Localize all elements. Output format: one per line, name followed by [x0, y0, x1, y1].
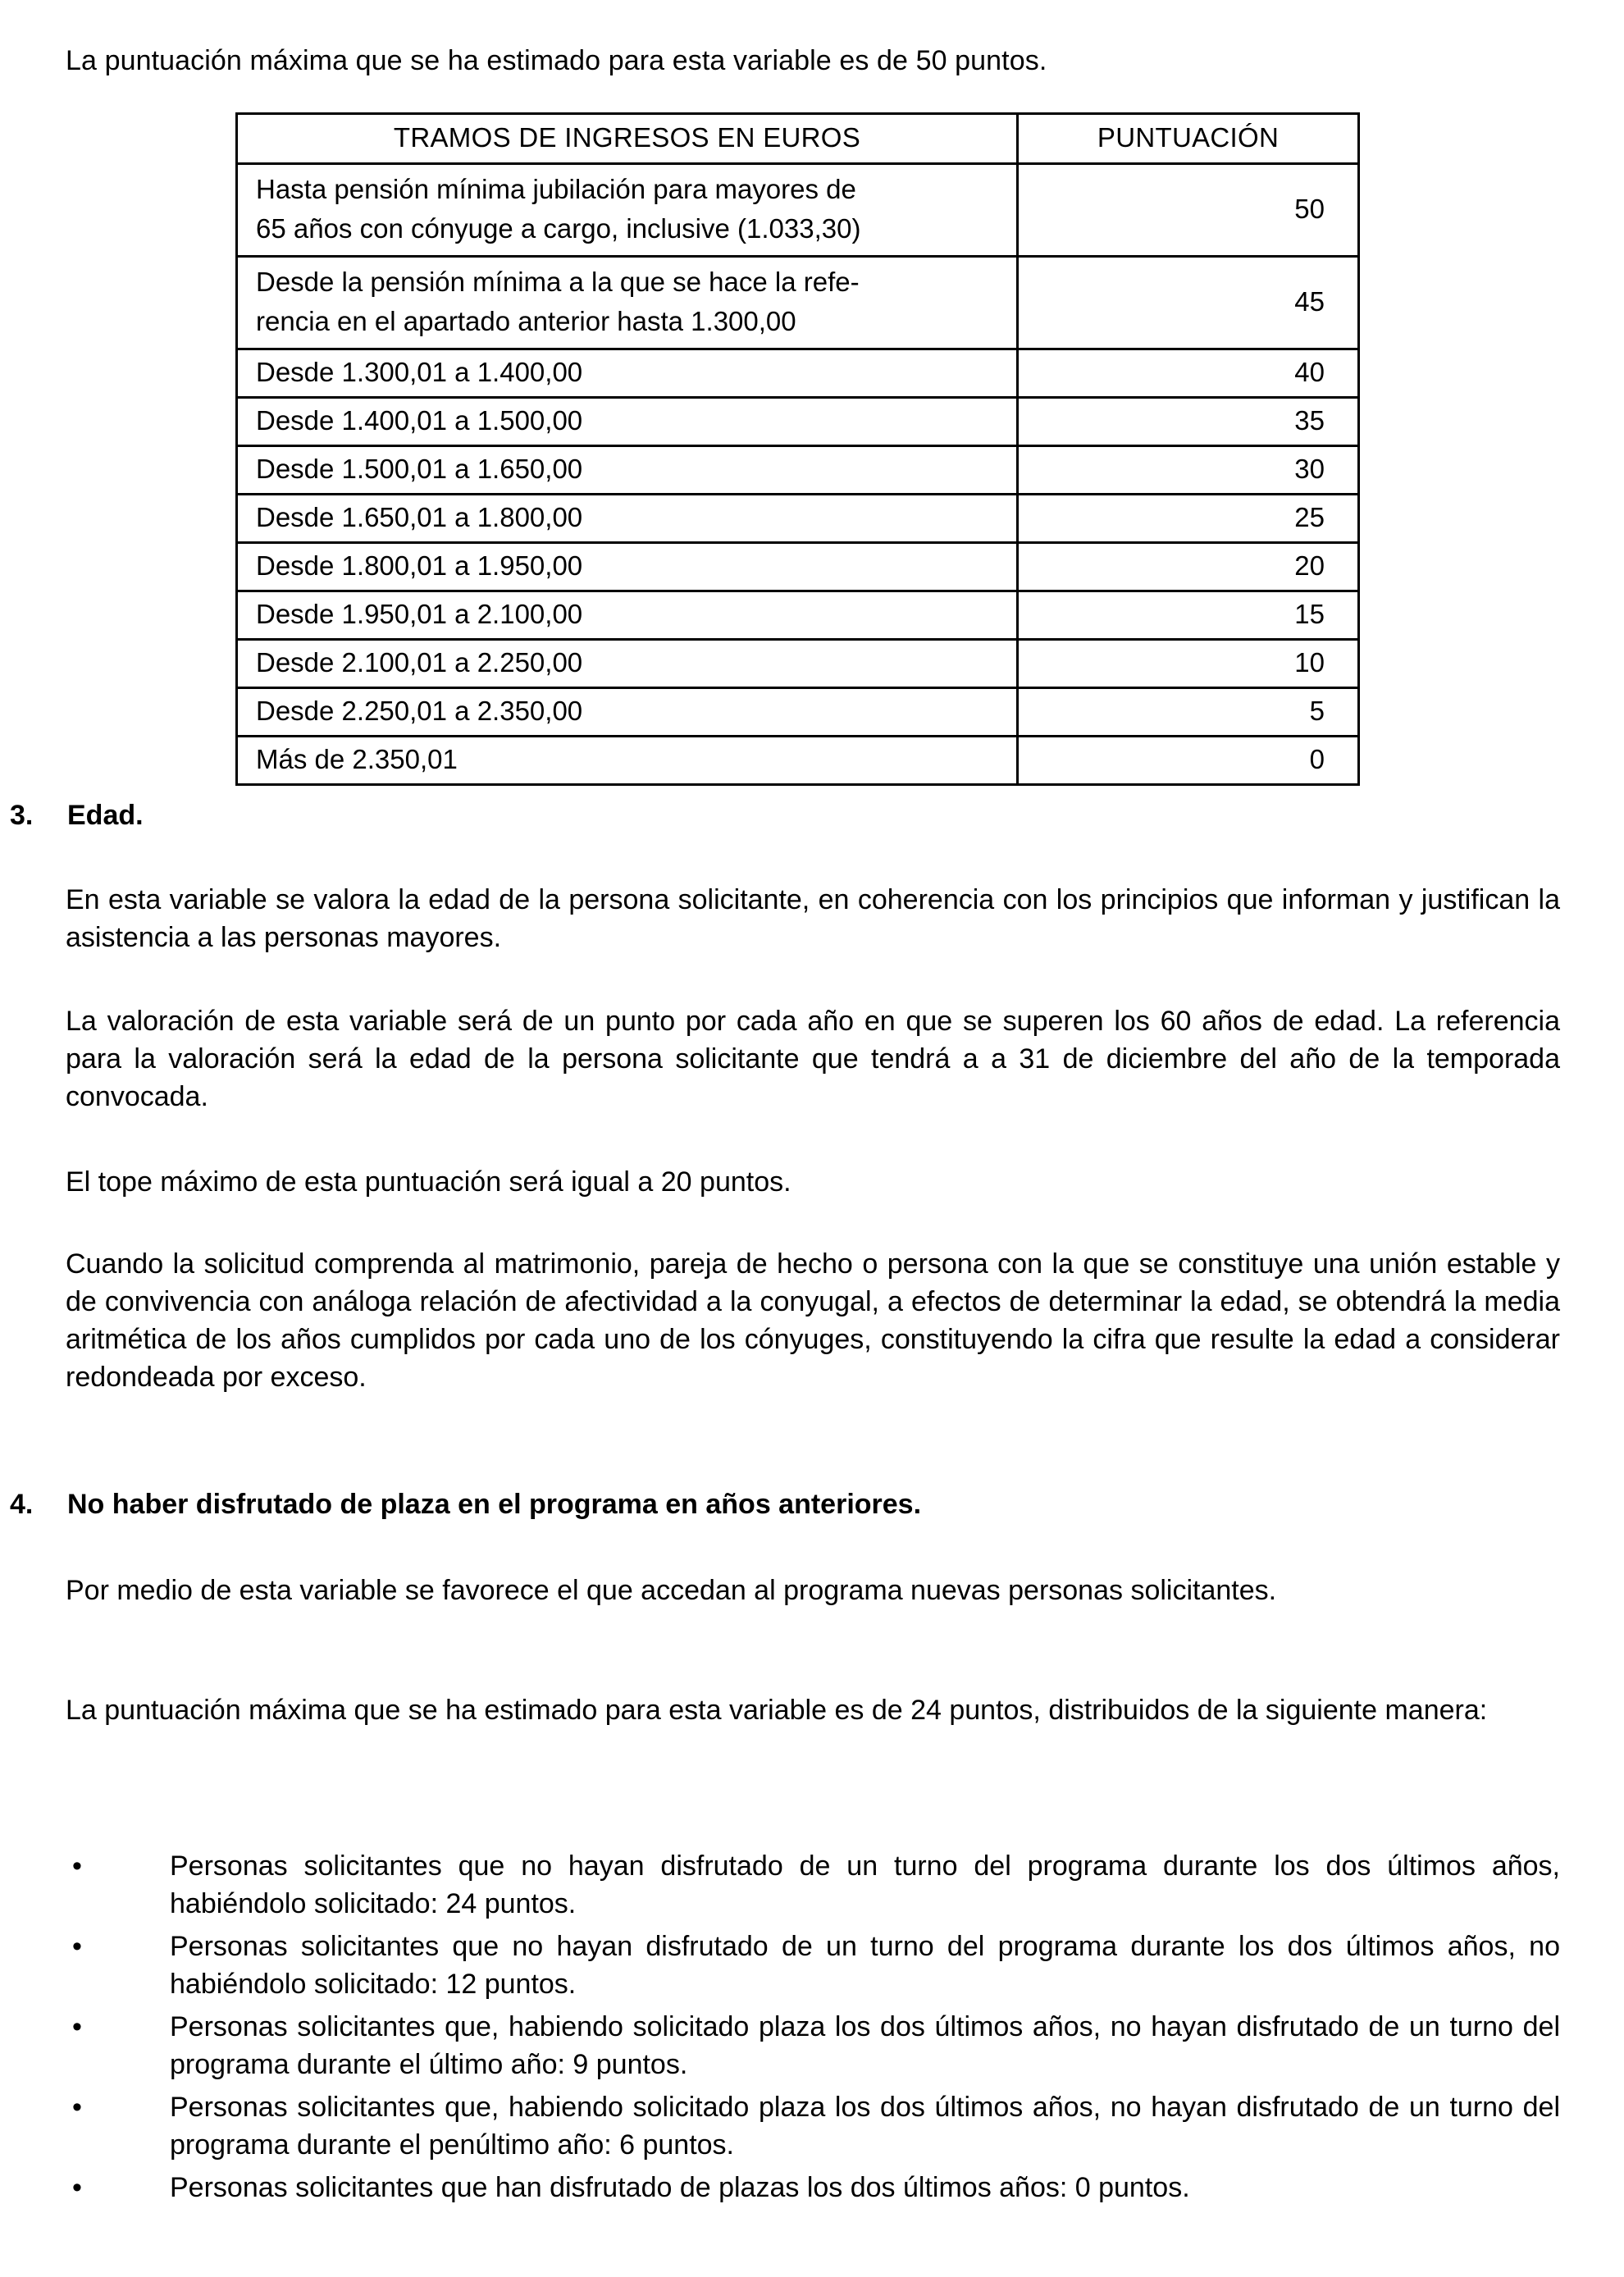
bullet-icon: •	[72, 1850, 82, 1882]
bracket-description: Desde 1.400,01 a 1.500,00	[237, 398, 1018, 446]
bracket-description: Desde 1.650,01 a 1.800,00	[237, 495, 1018, 543]
section4-paragraph-1: Por medio de esta variable se favorece el que accedan al programa nuevas personas solicitantes.	[66, 1575, 1277, 1606]
section3-paragraph-1: En esta variable se valora la edad de la persona solicitante, en coherencia con los principios que informan y justifican la asistencia a las personas mayores.	[66, 884, 1560, 953]
bullet-icon: •	[72, 2172, 82, 2203]
bracket-description-line2: rencia en el apartado anterior hasta 1.300,00	[256, 306, 796, 336]
bullet-icon: •	[72, 1931, 82, 1962]
bracket-points: 45	[1018, 257, 1359, 349]
bracket-points: 35	[1018, 398, 1359, 446]
section4-paragraph-2: La puntuación máxima que se ha estimado para esta variable es de 24 puntos, distribuidos de la siguiente manera:	[66, 1695, 1488, 1726]
column-header-tramos: TRAMOS DE INGRESOS EN EUROS	[237, 114, 1018, 164]
bracket-points: 20	[1018, 543, 1359, 591]
list-item	[66, 2169, 1560, 2206]
list-item	[66, 1928, 1560, 2003]
list-item-text: Personas solicitantes que han disfrutado de plazas los dos últimos años: 0 puntos.	[170, 2172, 1190, 2203]
bracket-points: 5	[1018, 688, 1359, 737]
bracket-description	[237, 164, 1018, 257]
bracket-description-line2: 65 años con cónyuge a cargo, inclusive (1.033,30)	[256, 213, 861, 244]
list-item	[66, 2088, 1560, 2164]
table-row	[237, 349, 1359, 398]
bullet-icon: •	[72, 2011, 82, 2042]
bracket-points: 15	[1018, 591, 1359, 640]
bracket-description: Desde 1.950,01 a 2.100,00	[237, 591, 1018, 640]
intro-paragraph: La puntuación máxima que se ha estimado para esta variable es de 50 puntos.	[66, 45, 1047, 76]
list-item-text: Personas solicitantes que no hayan disfrutado de un turno del programa durante los dos últimos años, no habiéndolo solicitado: 12 puntos.	[170, 1931, 1560, 2000]
list-item	[66, 1847, 1560, 1923]
section-title-3: Edad.	[67, 800, 144, 831]
bracket-points: 40	[1018, 349, 1359, 398]
bracket-description: Desde 1.500,01 a 1.650,00	[237, 446, 1018, 495]
list-item	[66, 2008, 1560, 2083]
table-row	[237, 398, 1359, 446]
column-header-puntuacion: PUNTUACIÓN	[1018, 114, 1359, 164]
section3-paragraph-3: El tope máximo de esta puntuación será igual a 20 puntos.	[66, 1166, 791, 1198]
list-item-text: Personas solicitantes que, habiendo solicitado plaza los dos últimos años, no hayan disfrutado de un turno del programa durante el último año: 9 puntos.	[170, 2011, 1560, 2080]
list-item-text: Personas solicitantes que, habiendo solicitado plaza los dos últimos años, no hayan disfrutado de un turno del programa durante el penúltimo año: 6 puntos.	[170, 2092, 1560, 2161]
table-row	[237, 495, 1359, 543]
list-item-text: Personas solicitantes que no hayan disfrutado de un turno del programa durante los dos últimos años, habiéndolo solicitado: 24 puntos.	[170, 1850, 1560, 1919]
table-row	[237, 640, 1359, 688]
table-row	[237, 688, 1359, 737]
bracket-description: Desde 2.250,01 a 2.350,00	[237, 688, 1018, 737]
bracket-points: 10	[1018, 640, 1359, 688]
bracket-points: 0	[1018, 737, 1359, 785]
bullet-icon: •	[72, 2092, 82, 2123]
section3-paragraph-4: Cuando la solicitud comprenda al matrimonio, pareja de hecho o persona con la que se constituye una unión estable y de convivencia con análoga relación de afectividad a la conyugal, a efectos de determinar la edad, se obtendrá la media aritmética de los años cumplidos por cada uno de los cónyuges, constituyendo la cifra que resulte la edad a considerar redondeada por exceso.	[66, 1248, 1560, 1393]
bracket-description: Desde 1.800,01 a 1.950,00	[237, 543, 1018, 591]
table-row	[237, 257, 1359, 349]
section3-paragraph-2: La valoración de esta variable será de un punto por cada año en que se superen los 60 años de edad. La referencia para la valoración será la edad de la persona solicitante que tendrá a a 31 de diciembre del año de la temporada convocada.	[66, 1006, 1560, 1112]
bracket-points: 25	[1018, 495, 1359, 543]
bracket-description	[237, 257, 1018, 349]
bracket-points: 50	[1018, 164, 1359, 257]
table-row	[237, 446, 1359, 495]
table-header-row	[237, 114, 1359, 164]
table-row	[237, 591, 1359, 640]
table-row	[237, 164, 1359, 257]
bracket-description: Desde 1.300,01 a 1.400,00	[237, 349, 1018, 398]
section-number-3: 3.	[10, 800, 34, 831]
income-score-table	[235, 112, 1360, 786]
table-row	[237, 543, 1359, 591]
section-heading-4	[10, 1486, 1560, 1522]
bracket-description: Más de 2.350,01	[237, 737, 1018, 785]
bracket-description: Desde 2.100,01 a 2.250,00	[237, 640, 1018, 688]
bracket-points: 30	[1018, 446, 1359, 495]
section-heading-3	[10, 797, 1560, 833]
table-body	[237, 164, 1359, 785]
section-title-4: No haber disfrutado de plaza en el programa en años anteriores.	[67, 1489, 922, 1520]
table-head	[237, 114, 1359, 164]
bracket-description-line1: Hasta pensión mínima jubilación para mayores de	[256, 174, 856, 204]
section-number-4: 4.	[10, 1489, 34, 1520]
table-row	[237, 737, 1359, 785]
bracket-description-line1: Desde la pensión mínima a la que se hace la refe-	[256, 267, 860, 297]
